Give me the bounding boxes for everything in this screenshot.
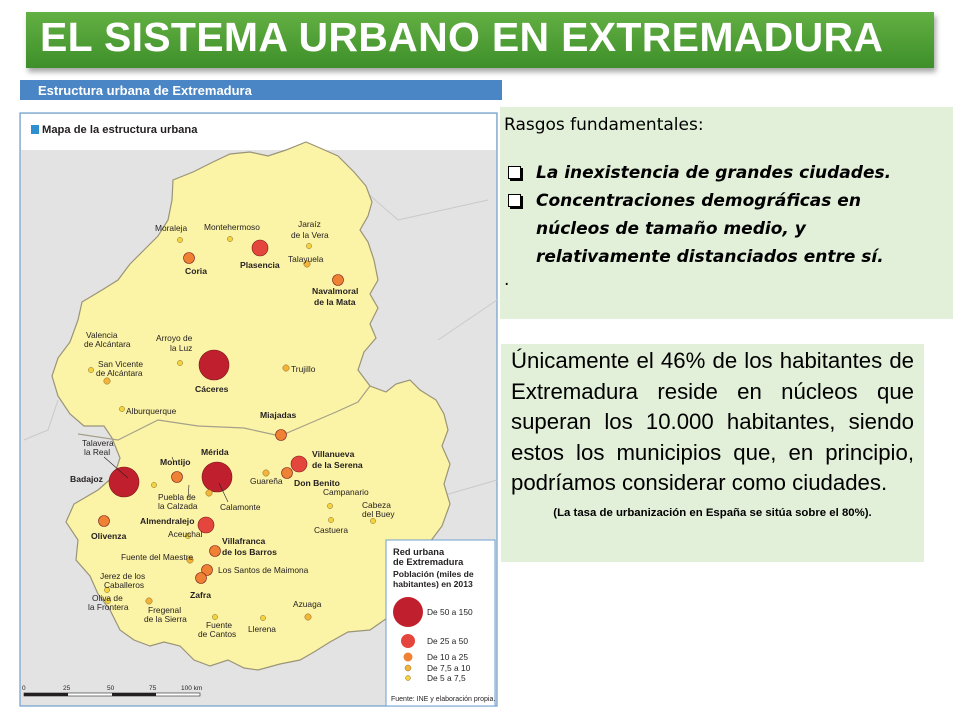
legend-subtitle-2: habitantes) en 2013 [393,579,473,589]
city-label-navalmoral-2: de la Mata [314,297,356,307]
city-dot-cabeza [370,518,375,523]
city-label-jerez-1: Jerez de los [100,571,146,581]
urbanization-note: (La tasa de urbanización en España se sitúa sobre el 80%). [553,506,872,519]
legend-symbol-tier1 [393,597,423,627]
slide-title: EL SISTEMA URBANO EN EXTREMADURA [40,14,884,60]
city-label-plasencia: Plasencia [240,260,280,270]
city-label-villanueva-2: de la Serena [312,460,363,470]
city-label-cabeza-2: del Buey [362,509,395,519]
city-label-coria: Coria [185,266,207,276]
scale-bar-seg-3 [112,693,156,696]
city-dot-campanario [327,503,332,508]
city-label-navalmoral-1: Navalmoral [312,286,359,296]
rasgo-line: La inexistencia de grandes ciudades. [536,163,892,183]
city-label-talavera-1: Talavera [82,438,114,448]
city-dot-talavera [151,482,156,487]
urban-structure-map [18,80,502,708]
map-subheader-marker [31,125,39,134]
city-label-almendralejo: Almendralejo [140,516,195,526]
city-dot-plasencia [252,240,268,256]
city-label-montehermoso: Montehermoso [204,222,260,232]
map-subheader: Mapa de la estructura urbana [42,124,198,136]
city-label-fregenal-2: de la Sierra [144,614,187,624]
legend-title-2: de Extremadura [393,557,464,567]
city-label-puebla-2: la Calzada [158,501,198,511]
city-label-puebla-1: Puebla de [158,492,196,502]
scale-tick-100: 100 km [181,685,203,692]
rasgos-panel [500,107,953,319]
legend-class-2: De 25 a 50 [427,636,468,646]
legend-subtitle-1: Población (miles de [393,569,474,579]
rasgos-heading: Rasgos fundamentales: [504,115,704,135]
legend-symbol-tier4 [405,665,411,671]
city-dot-montijo [172,472,183,483]
city-dot-calamonte [206,490,212,496]
scale-tick-75: 75 [149,685,157,692]
city-dot-villafranca [210,546,221,557]
city-dot-merida [202,462,232,492]
city-dot-donbenito [282,468,293,479]
city-label-zafra: Zafra [190,590,212,600]
city-dot-navalmoral [333,275,344,286]
rasgo-item [504,187,945,271]
rasgo-line: Concentraciones demográficas en [536,191,861,211]
city-dot-llerena [260,615,265,620]
scale-tick-50: 50 [107,685,115,692]
map-figure [18,80,502,708]
city-dot-arroyo [177,360,182,365]
city-label-alburquerque: Alburquerque [126,406,177,416]
city-dot-coria [184,253,195,264]
city-label-campanario: Campanario [323,487,369,497]
city-dot-castuera [328,517,333,522]
map-header-title: Estructura urbana de Extremadura [38,83,252,98]
legend-class-1: De 50 a 150 [427,607,473,617]
legend-class-4: De 7,5 a 10 [427,663,471,673]
city-dot-sanvicente [104,378,110,384]
city-label-villanueva-1: Villanueva [312,449,355,459]
city-label-aceuchal: Aceuchal [168,529,203,539]
urbanization-panel [501,344,924,562]
city-label-montijo: Montijo [160,457,191,467]
city-label-villafranca-1: Villafranca [222,536,266,546]
checkbox-icon [508,194,521,207]
city-label-llerena: Llerena [248,624,276,634]
city-label-oliva-2: la Frontera [88,602,129,612]
city-label-merida: Mérida [201,447,229,457]
city-label-castuera: Castuera [314,525,348,535]
scale-tick-0: 0 [22,685,26,692]
city-label-olivenza: Olivenza [91,531,127,541]
city-dot-caceres [199,350,229,380]
city-label-valencia-2: de Alcántara [84,339,131,349]
city-label-arroyo-2: la Luz [170,343,193,353]
city-label-azuaga: Azuaga [293,599,322,609]
legend-symbol-tier2 [401,634,415,648]
city-label-donbenito: Don Benito [294,478,340,488]
city-dot-alburquerque [119,406,124,411]
city-dot-moraleja [177,237,182,242]
legend-source: Fuente: INE y elaboración propia. [391,696,496,703]
rasgo-item [504,159,945,187]
checkbox-icon [508,166,521,179]
city-dot-zafra [196,573,207,584]
city-label-calamonte: Calamonte [220,502,261,512]
city-dot-montehermoso [227,236,232,241]
city-dot-olivenza [99,516,110,527]
city-dot-miajadas [276,430,287,441]
city-label-jaraiz-1: Jaraíz [298,219,321,229]
city-label-jerez-2: Caballeros [104,580,145,590]
city-label-fuentecantos-1: Fuente [206,620,233,630]
city-label-fuentemaestre: Fuente del Maestre [121,552,194,562]
city-label-oliva-1: Oliva de [92,593,123,603]
city-label-guarena: Guareña [250,476,283,486]
city-label-fregenal-1: Fregenal [148,605,182,615]
scale-tick-25: 25 [63,685,71,692]
city-label-moraleja: Moraleja [155,223,188,233]
city-label-trujillo: Trujillo [291,364,316,374]
city-dot-azuaga [305,614,311,620]
city-label-valencia-1: Valencia [86,330,118,340]
urbanization-text: Únicamente el 46% de los habitantes de Extremadura reside en núcleos que superan los 10.000 habitantes, siendo estos los municipios que, en principio, podríamos considerar como ciudades. [511,348,914,495]
city-dot-fregenal [146,598,152,604]
city-label-caceres: Cáceres [195,384,229,394]
city-label-badajoz: Badajoz [70,474,103,484]
legend-class-3: De 10 a 25 [427,652,468,662]
city-label-fuentecantos-2: de Cantos [198,629,237,639]
city-dot-jaraiz [306,243,311,248]
rasgos-trailing-dot: . [504,270,510,290]
city-label-talavera-2: la Real [84,447,111,457]
city-dot-badajoz [109,467,139,497]
legend-title-1: Red urbana [393,547,445,557]
scale-bar-seg-1 [24,693,68,696]
rasgo-line: núcleos de tamaño medio, y [536,219,806,239]
city-label-arroyo-1: Arroyo de [156,333,193,343]
city-label-miajadas: Miajadas [260,410,297,420]
city-label-jaraiz-2: de la Vera [291,230,329,240]
rasgo-line: relativamente distanciados entre sí. [536,247,884,267]
city-dot-valencia [88,367,93,372]
city-dot-trujillo [283,365,289,371]
city-dot-villanueva [291,456,307,472]
legend-symbol-tier3 [404,653,413,662]
city-label-villafranca-2: de los Barros [222,547,277,557]
city-dot-fuentecantos [212,614,217,619]
city-label-talayuela: Talayuela [288,254,324,264]
city-label-santos: Los Santos de Maimona [218,565,309,575]
legend-symbol-tier5 [406,676,411,681]
map-legend [386,540,495,706]
title-banner [26,12,934,68]
city-label-sanvicente-1: San Vicente [98,359,144,369]
city-label-sanvicente-2: de Alcántara [96,368,143,378]
legend-class-5: De 5 a 7,5 [427,673,466,683]
city-label-cabeza-1: Cabeza [362,500,391,510]
